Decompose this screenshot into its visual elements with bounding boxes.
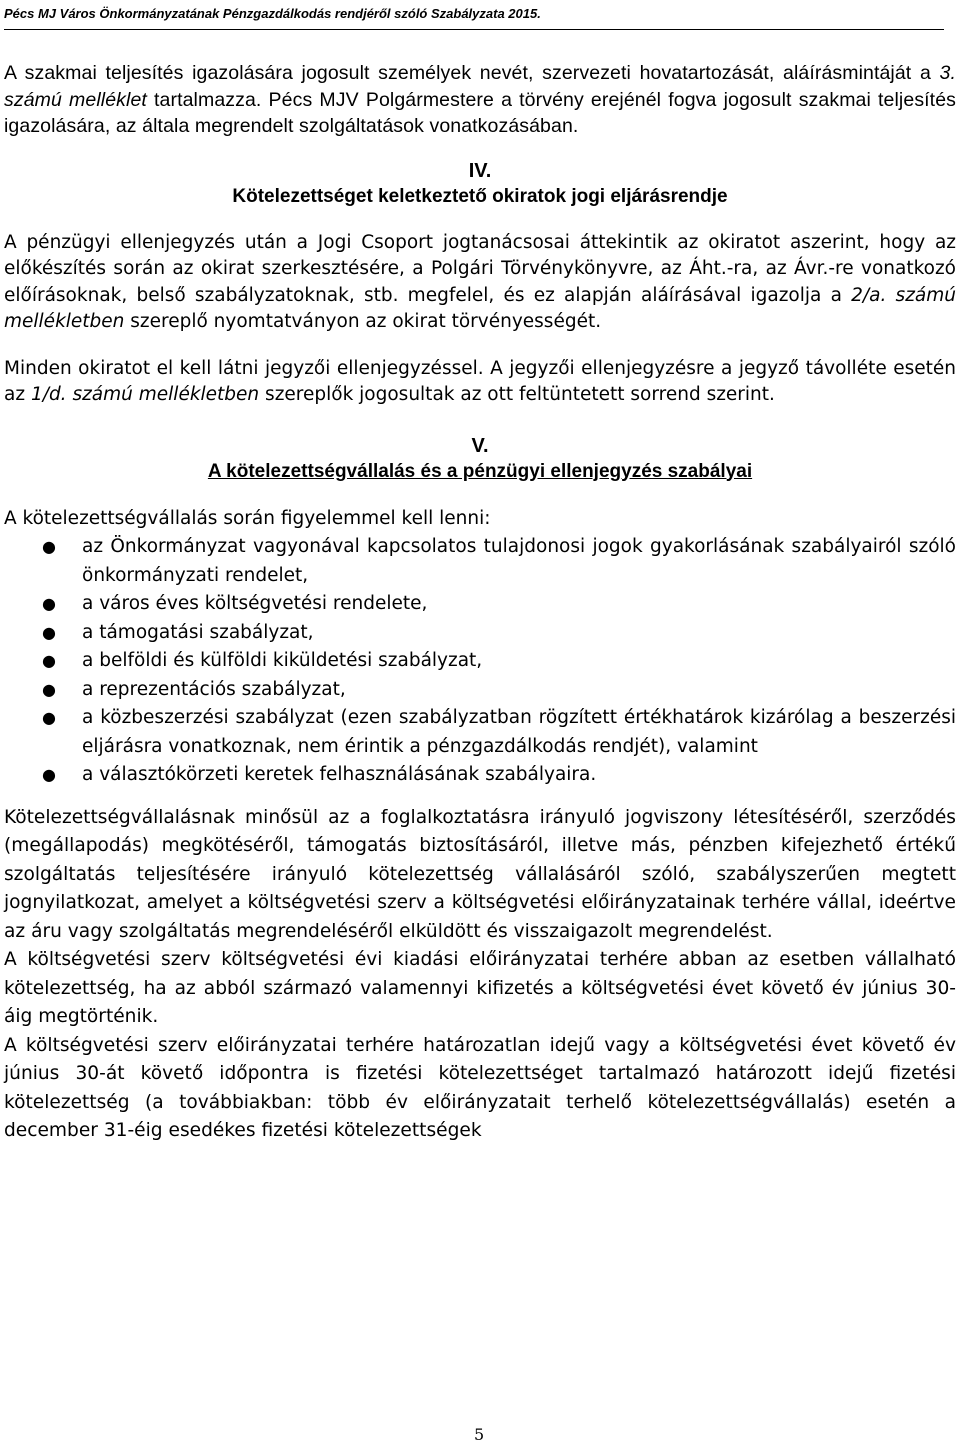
document-body xyxy=(4,60,956,1146)
paragraph: A szakmai teljesítés igazolására jogosult személyek nevét, szervezeti hovatartozását, aláírásmintáját a 3. számú melléklet tartalmazza. Pécs MJV Polgármestere a törvény erejénél fogva jogosult szakmai teljesítés igazolására, az általa megrendelt szolgáltatások vonatkozásában. xyxy=(4,62,956,137)
list-item: ● a támogatási szabályzat, xyxy=(4,619,956,648)
section-title: A kötelezettségvállalás és a pénzügyi ellenjegyzés szabályai xyxy=(207,460,753,482)
bullet-list xyxy=(4,533,956,790)
list-item: ● a választókörzeti keretek felhasználásának szabályaira. xyxy=(4,761,956,790)
bullet-icon: ● xyxy=(42,594,56,613)
page-number: 5 xyxy=(474,1425,485,1444)
paragraph: Kötelezettségvállalásnak minősül az a foglalkoztatásra irányuló jogviszony létesítéséről, szerződés (megállapodás) megkötéséről, támogatás biztosításáról, illetve más, pénzben kifejezhető értékű szolgáltatás teljesítésére irányuló kötelezettség vállalásáról szóló, szabályszerűen megtett jognyilatkozat, amelyet a költségvetési szerv a költségvetési előirányzatainak terhére vállal, ideértve az áru vagy szolgáltatás megrendeléséről elküldött és visszaigazolt megrendelést. xyxy=(4,806,956,942)
section-number: IV. xyxy=(468,159,492,182)
bullet-icon: ● xyxy=(42,765,56,784)
bullet-icon: ● xyxy=(42,708,56,727)
bullet-icon: ● xyxy=(42,537,56,556)
section-iv xyxy=(4,158,956,409)
paragraph: Minden okiratot el kell látni jegyzői ellenjegyzéssel. A jegyzői ellenjegyzésre a jegyző távolléte esetén az 1/d. számú mellékletben szereplők jogosultak az ott feltüntetett sorrend szerint. xyxy=(4,357,956,405)
list-item: ● a közbeszerzési szabályzat (ezen szabályzatban rögzített értékhatárok kizárólag a beszerzési eljárásra vonatkoznak, nem érintik a pénzgazdálkodás rendjét), valamint xyxy=(4,704,956,761)
list-item: ● a város éves költségvetési rendelete, xyxy=(4,590,956,619)
list-item: ● a reprezentációs szabályzat, xyxy=(4,676,956,705)
bullet-icon: ● xyxy=(42,622,56,642)
paragraph: A költségvetési szerv költségvetési évi kiadási előirányzatai terhére abban az esetben vállalható kötelezettség, ha az abból származó valamennyi kifizetés a költségvetési évet követő év június 30-áig megtörténik. xyxy=(4,949,956,1027)
paragraph: A költségvetési szerv előirányzatai terhére határozatlan idejű vagy a költségvetési évet követő év június 30-át követő időpontra is fizetési kötelezettséget tartalmazó határozott idejű fizetési kötelezettség (a továbbiakban: több év előirányzatait terhelő kötelezettségvállalás) esetén a december 31-éig esedékes fizetési kötelezettségek xyxy=(4,1034,956,1141)
section-number: V. xyxy=(471,434,489,457)
list-intro: A kötelezettségvállalás során figyelemmel kell lenni: xyxy=(4,507,491,529)
section-v-paragraphs xyxy=(4,804,956,1146)
section-title: Kötelezettséget keletkeztető okiratok jogi eljárásrendje xyxy=(232,185,728,207)
bullet-icon: ● xyxy=(42,679,56,699)
section-iii-tail xyxy=(4,60,956,140)
list-item: ● az Önkormányzat vagyonával kapcsolatos tulajdonosi jogok gyakorlásának szabályairól szóló önkormányzati rendelet, xyxy=(4,533,956,590)
paragraph: A pénzügyi ellenjegyzés után a Jogi Csoport jogtanácsosai áttekintik az okiratot aszerint, hogy az előkészítés során az okirat szerkesztésére, a Polgári Törvénykönyvre, az Áht.-ra, az Ávr.-re vonatkozó előírásoknak, belső szabályzatoknak, stb. megfelel, és ez alapján aláírásával igazolja a 2/a. számú mellékletben szereplő nyomtatványon az okirat törvényességét. xyxy=(4,231,956,332)
header-title: Pécs MJ Város Önkormányzatának Pénzgazdálkodás rendjéről szóló Szabályzata 2015. xyxy=(4,6,541,21)
page-header xyxy=(4,3,944,30)
bullet-icon: ● xyxy=(42,651,56,670)
list-item: ● a belföldi és külföldi kiküldetési szabályzat, xyxy=(4,647,956,676)
section-v xyxy=(4,433,956,1146)
